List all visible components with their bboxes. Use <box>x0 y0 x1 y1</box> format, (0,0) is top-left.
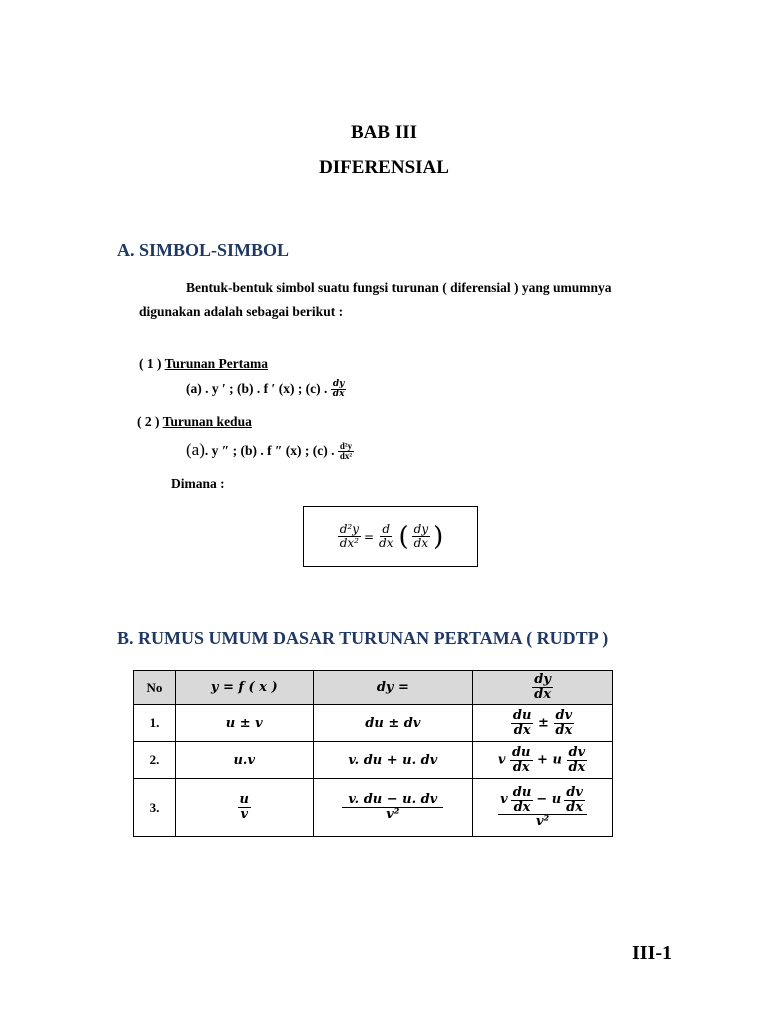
row-3-y-den: v <box>240 807 249 822</box>
header-dydx-den: dx <box>534 687 551 702</box>
item-2-frac-num: d²y <box>339 440 353 451</box>
page-number: III-1 <box>632 942 673 964</box>
row-3-dy-num: v. du − u. dv <box>342 793 443 808</box>
row-1-frac-a-num: du <box>512 707 532 723</box>
row-2-y: u.v <box>175 742 313 779</box>
section-b-heading: B. RUMUS UMUM DASAR TURUNAN PERTAMA ( RUDTP ) <box>117 628 609 648</box>
item-2-frac-den: dx² <box>339 451 353 462</box>
chapter-name: DIFERENSIAL <box>319 157 449 178</box>
paragraph-line-1: Bentuk-bentuk simbol suatu fungsi turunan ( diferensial ) yang umumnya <box>186 280 612 295</box>
row-3-result-num <box>498 786 587 815</box>
table-row <box>134 742 613 779</box>
row-3-frac-b-num: dv <box>566 785 583 801</box>
row-1-result <box>473 705 613 742</box>
row-3-y <box>175 779 313 837</box>
row-2-prefix: v <box>497 752 506 768</box>
row-2-operator: + u <box>537 752 562 768</box>
formula-op-num: d <box>382 522 391 537</box>
row-2-dy: v. du + u. dv <box>313 742 473 779</box>
row-1-frac-a-den: dx <box>513 722 531 738</box>
row-3-dy-fraction <box>342 793 443 821</box>
row-2-frac-b-num: dv <box>568 744 586 760</box>
row-3-y-fraction <box>238 793 251 821</box>
item-2-notation-a: (a) <box>186 440 205 459</box>
row-1-operator: ± <box>537 715 549 731</box>
row-2-frac-b-den: dx <box>568 759 586 775</box>
row-2-frac-b <box>566 746 587 774</box>
row-3-result <box>473 779 613 837</box>
row-3-frac-b-den: dx <box>566 799 583 815</box>
row-2-no: 2. <box>134 742 176 779</box>
row-1-dy: du ± dv <box>313 705 473 742</box>
item-1-frac-den: dx <box>332 389 345 400</box>
row-1-frac-b-num: dv <box>555 707 573 723</box>
paragraph-line-2: digunakan adalah sebagai berikut : <box>139 304 344 319</box>
formula-box <box>303 506 478 567</box>
rudtp-table <box>133 670 613 837</box>
formula-paren-left: ( <box>398 521 409 552</box>
table-header-row <box>134 671 613 705</box>
row-3-frac-b <box>564 786 585 814</box>
item-2-fraction <box>338 442 354 462</box>
formula-operator <box>377 523 395 549</box>
row-3-y-num: u <box>239 792 249 808</box>
row-3-result-fraction <box>498 786 587 829</box>
item-1-frac-num: dy <box>332 379 345 389</box>
formula-lhs-num: d²y <box>339 522 359 537</box>
row-3-no: 3. <box>134 779 176 837</box>
item-1 <box>139 356 268 372</box>
table-row <box>134 779 613 837</box>
item-1-fraction <box>331 380 347 400</box>
row-3-frac-a-den: dx <box>513 799 531 815</box>
row-2-result <box>473 742 613 779</box>
formula-paren-right: ) <box>433 521 444 552</box>
row-1-no: 1. <box>134 705 176 742</box>
header-dydx-fraction <box>532 673 553 701</box>
item-2-notations-text: . y ″ ; (b) . f ″ (x) ; (c) . <box>204 443 335 458</box>
item-2-notations <box>186 440 354 462</box>
row-2-frac-a-num: du <box>511 744 531 760</box>
formula-equals: = <box>363 529 375 544</box>
item-1-notations <box>186 380 346 400</box>
row-3-dy-den: v² <box>386 807 400 822</box>
header-dydx-num: dy <box>534 672 551 688</box>
formula-inner-den: dx <box>413 536 429 550</box>
row-2-frac-a <box>510 746 533 774</box>
item-1-notations-text: (a) . y ′ ; (b) . f ′ (x) ; (c) . <box>186 381 328 397</box>
item-1-number: ( 1 ) <box>139 356 162 371</box>
header-dy: dy = <box>313 671 473 705</box>
formula-inner-num: dy <box>413 522 429 537</box>
item-2-number: ( 2 ) <box>137 414 160 429</box>
row-1-frac-a <box>511 709 534 737</box>
item-2-label: Turunan kedua <box>162 414 252 429</box>
item-1-label: Turunan Pertama <box>164 356 269 371</box>
row-3-frac-a-num: du <box>512 785 532 801</box>
row-3-operator: − u <box>536 792 562 808</box>
row-3-frac-a <box>511 786 534 814</box>
row-3-result-den: v² <box>535 814 550 830</box>
formula-lhs <box>338 523 361 549</box>
dimana-label: Dimana : <box>171 476 225 491</box>
row-3-prefix: v <box>500 792 508 808</box>
table-row <box>134 705 613 742</box>
row-1-frac-b-den: dx <box>555 722 573 738</box>
row-1-frac-b <box>553 709 574 737</box>
chapter-title: BAB III <box>351 122 417 143</box>
row-2-frac-a-den: dx <box>512 759 530 775</box>
formula-op-den: dx <box>379 536 394 550</box>
formula-lhs-den: dx² <box>339 536 359 550</box>
header-no: No <box>134 671 176 705</box>
second-derivative-formula <box>338 521 444 552</box>
section-a-heading: A. SIMBOL-SIMBOL <box>117 240 290 260</box>
header-y: y = f ( x ) <box>175 671 313 705</box>
row-1-y: u ± v <box>175 705 313 742</box>
row-3-dy <box>313 779 473 837</box>
item-2 <box>137 414 252 430</box>
formula-inner <box>412 523 430 549</box>
header-dydx <box>473 671 613 705</box>
